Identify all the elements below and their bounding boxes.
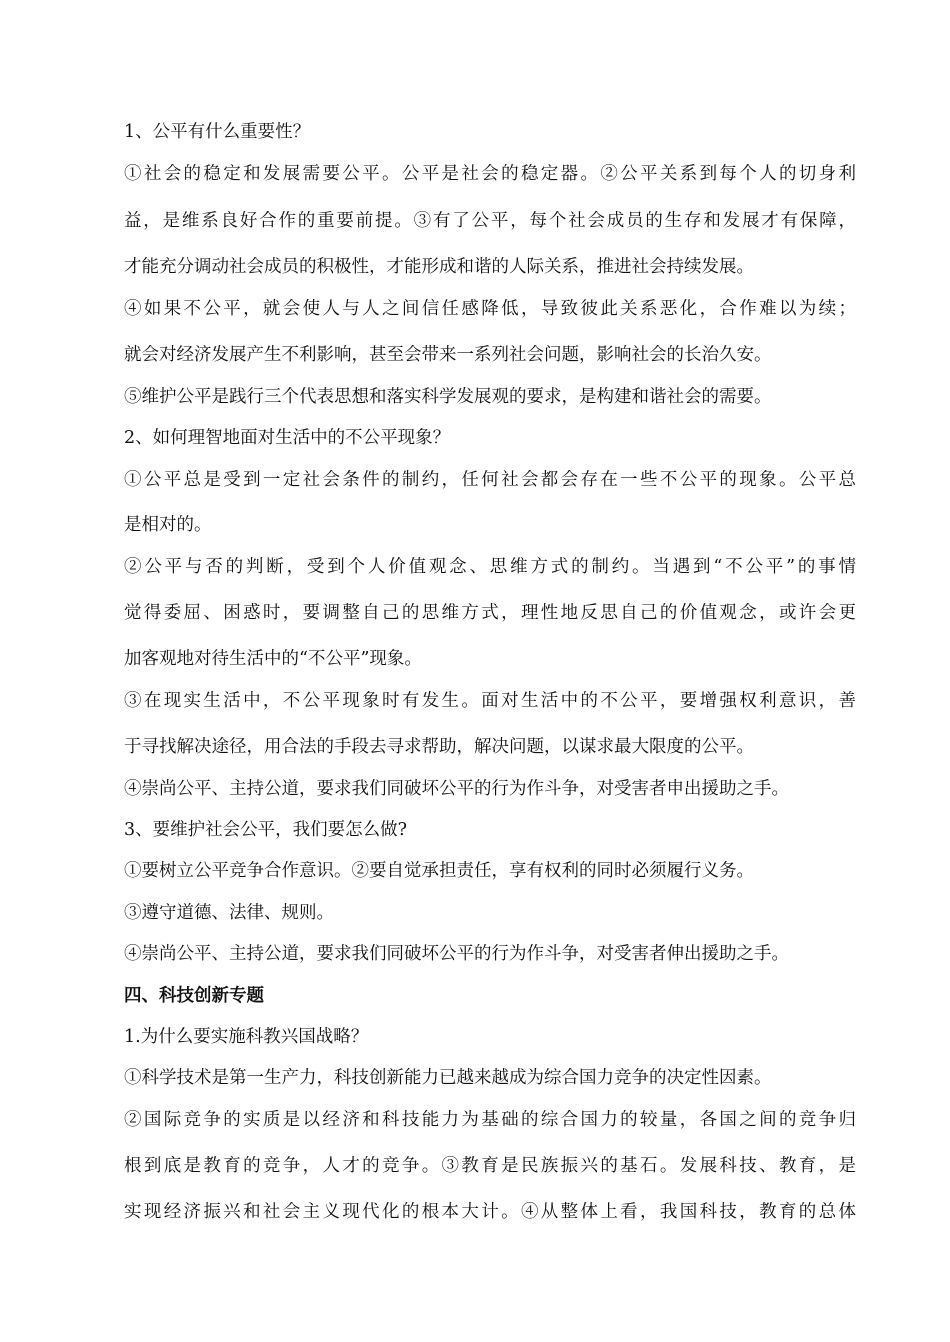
paragraph-line: 觉得委屈、困惑时，要调整自己的思维方式，理性地反思自己的价值观念，或许会更 [124,603,856,623]
question-3-title: 3、要维护社会公平，我们要怎么做? [124,820,408,840]
paragraph-line: ①公平总是受到一定社会条件的制约，任何社会都会存在一些不公平的现象。公平总 [124,470,856,490]
paragraph-line: ②国际竞争的实质是以经济和科技能力为基础的综合国力的较量，各国之间的竞争归 [124,1110,856,1130]
paragraph-line: 根到底是教育的竞争，人才的竞争。③教育是民族振兴的基石。发展科技、教育，是 [124,1156,856,1176]
paragraph-line: ①社会的稳定和发展需要公平。公平是社会的稳定器。②公平关系到每个人的切身利 [124,164,856,184]
paragraph-line: ②公平与否的判断，受到个人价值观念、思维方式的制约。当遇到“不公平”的事情 [124,557,856,577]
paragraph-line: ④崇尚公平、主持公道，要求我们同破坏公平的行为作斗争，对受害者申出援助之手。 [124,779,789,799]
paragraph-line: ③遵守道德、法律、规则。 [124,903,334,923]
question-2-title: 2、如何理智地面对生活中的不公平现象？ [124,428,451,448]
paragraph-line: ③在现实生活中，不公平现象时有发生。面对生活中的不公平，要增强权利意识，善 [124,691,856,711]
question-title: 1.为什么要实施科教兴国战略？ [124,1027,369,1047]
paragraph-line: 才能充分调动社会成员的积极性，才能形成和谐的人际关系，推进社会持续发展。 [124,257,754,277]
section-heading: 四、科技创新专题 [124,986,264,1006]
paragraph-line: 就会对经济发展产生不利影响，甚至会带来一系列社会问题，影响社会的长治久安。 [124,345,772,365]
paragraph-line: ①要树立公平竞争合作意识。②要自觉承担责任，享有权利的同时必须履行义务。 [124,861,754,881]
paragraph-line: ①科学技术是第一生产力，科技创新能力已越来越成为综合国力竞争的决定性因素。 [124,1068,772,1088]
paragraph-line: 是相对的。 [124,515,212,535]
paragraph-line: 实现经济振兴和社会主义现代化的根本大计。④从整体上看，我国科技，教育的总体 [124,1202,856,1222]
paragraph-line: ④如果不公平，就会使人与人之间信任感降低，导致彼此关系恶化，合作难以为续； [124,299,856,319]
paragraph-line: ⑤维护公平是践行三个代表思想和落实科学发展观的要求，是构建和谐社会的需要。 [124,387,772,407]
paragraph-line: 于寻找解决途径，用合法的手段去寻求帮助，解决问题，以谋求最大限度的公平。 [124,737,754,757]
paragraph-line: 益，是维系良好合作的重要前提。③有了公平，每个社会成员的生存和发展才有保障， [124,211,856,231]
paragraph-line: ④崇尚公平、主持公道，要求我们同破坏公平的行为作斗争，对受害者伸出援助之手。 [124,944,789,964]
paragraph-line: 加客观地对待生活中的“不公平”现象。 [124,649,422,669]
question-1-title: 1、公平有什么重要性？ [124,122,311,142]
